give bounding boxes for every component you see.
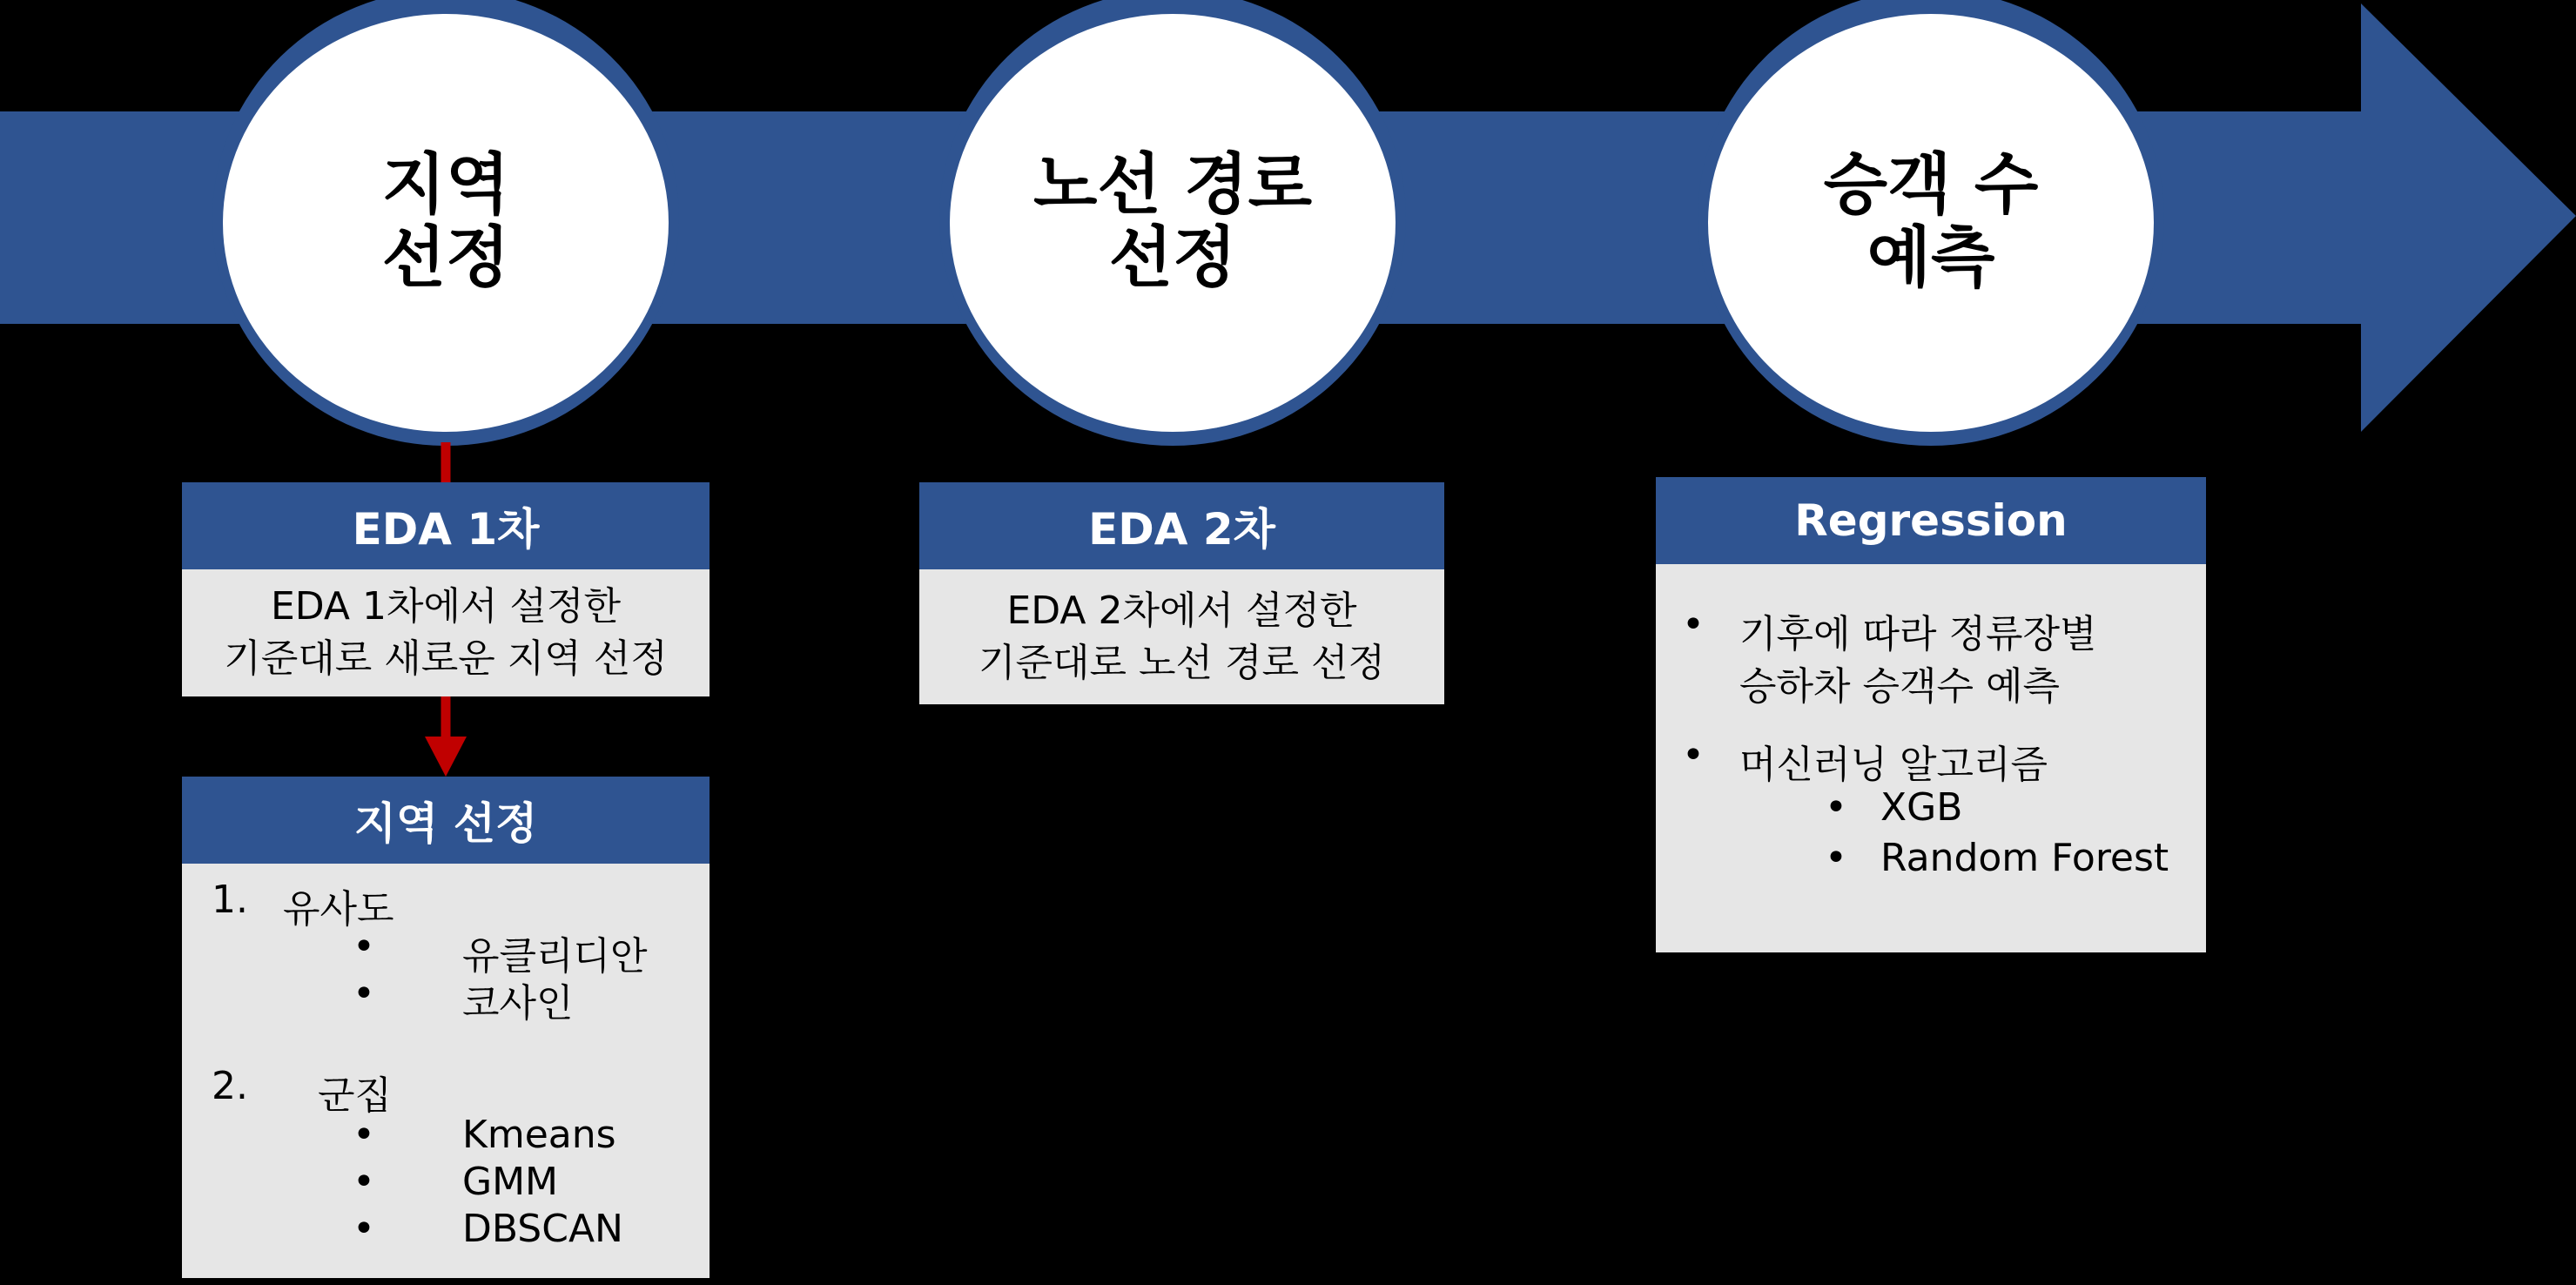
eda1-title: EDA 1차 [182, 482, 710, 569]
bullet-icon: • [1825, 836, 1847, 880]
group-2-item-2: GMM [462, 1160, 559, 1204]
group-2-item-1: Kmeans [462, 1113, 616, 1157]
region-title: 지역 선정 [182, 777, 710, 864]
regression-bullet1-line1: 기후에 따라 정류장별 [1739, 612, 2097, 656]
region-body [182, 864, 710, 1278]
bullet-icon: • [353, 1113, 375, 1157]
group-1-item-1: 유클리디안 [462, 934, 648, 979]
regression-bullet2: 머신러닝 알고리즘 [1739, 743, 2048, 787]
region-box [182, 777, 710, 1278]
regression-title: Regression [1656, 477, 2206, 564]
bullet-icon: • [1682, 602, 1705, 647]
bullet-icon: • [1825, 785, 1847, 830]
eda1-line1: EDA 1차에서 설정한 [271, 584, 621, 629]
stage-label-route [999, 145, 1347, 296]
group-2-number: 2. [212, 1064, 248, 1108]
group-1-item-2: 코사인 [462, 981, 574, 1026]
stage-label-forecast [1757, 145, 2105, 296]
group-1-number: 1. [212, 878, 248, 922]
bullet-icon: • [1682, 733, 1705, 777]
eda1-body [182, 569, 710, 696]
eda1-box [182, 482, 710, 696]
connector-arrowhead [425, 737, 467, 777]
regression-body [1656, 564, 2206, 952]
stage-1-line1: 지역 [381, 145, 510, 223]
stage-2-line1: 노선 경로 [1032, 145, 1313, 223]
eda2-box [919, 482, 1444, 704]
bullet-icon: • [353, 972, 375, 1016]
group-1-label: 유사도 [283, 887, 394, 932]
regression-sub-item-1: XGB [1880, 785, 1963, 830]
stage-label-region [272, 145, 620, 296]
eda2-title: EDA 2차 [919, 482, 1444, 569]
bullet-icon: • [353, 925, 375, 969]
stage-3-line1: 승객 수 [1823, 145, 2039, 223]
group-2-label: 군집 [318, 1073, 393, 1118]
eda2-body [919, 569, 1444, 704]
bullet-icon: • [353, 1207, 375, 1251]
bullet-icon: • [353, 1160, 375, 1204]
eda2-line2: 기준대로 노선 경로 선정 [979, 640, 1385, 685]
regression-sub-item-2: Random Forest [1880, 836, 2169, 880]
regression-bullet1-line2: 승하차 승객수 예측 [1739, 664, 2061, 709]
group-2-item-3: DBSCAN [462, 1207, 623, 1251]
stage-3-line2: 예측 [1866, 219, 1995, 296]
stage-2-line2: 선정 [1108, 219, 1237, 296]
eda2-line1: EDA 2차에서 설정한 [1006, 588, 1357, 633]
regression-box [1656, 477, 2206, 952]
eda1-line2: 기준대로 새로운 지역 선정 [224, 636, 668, 681]
stage-1-line2: 선정 [381, 219, 510, 296]
